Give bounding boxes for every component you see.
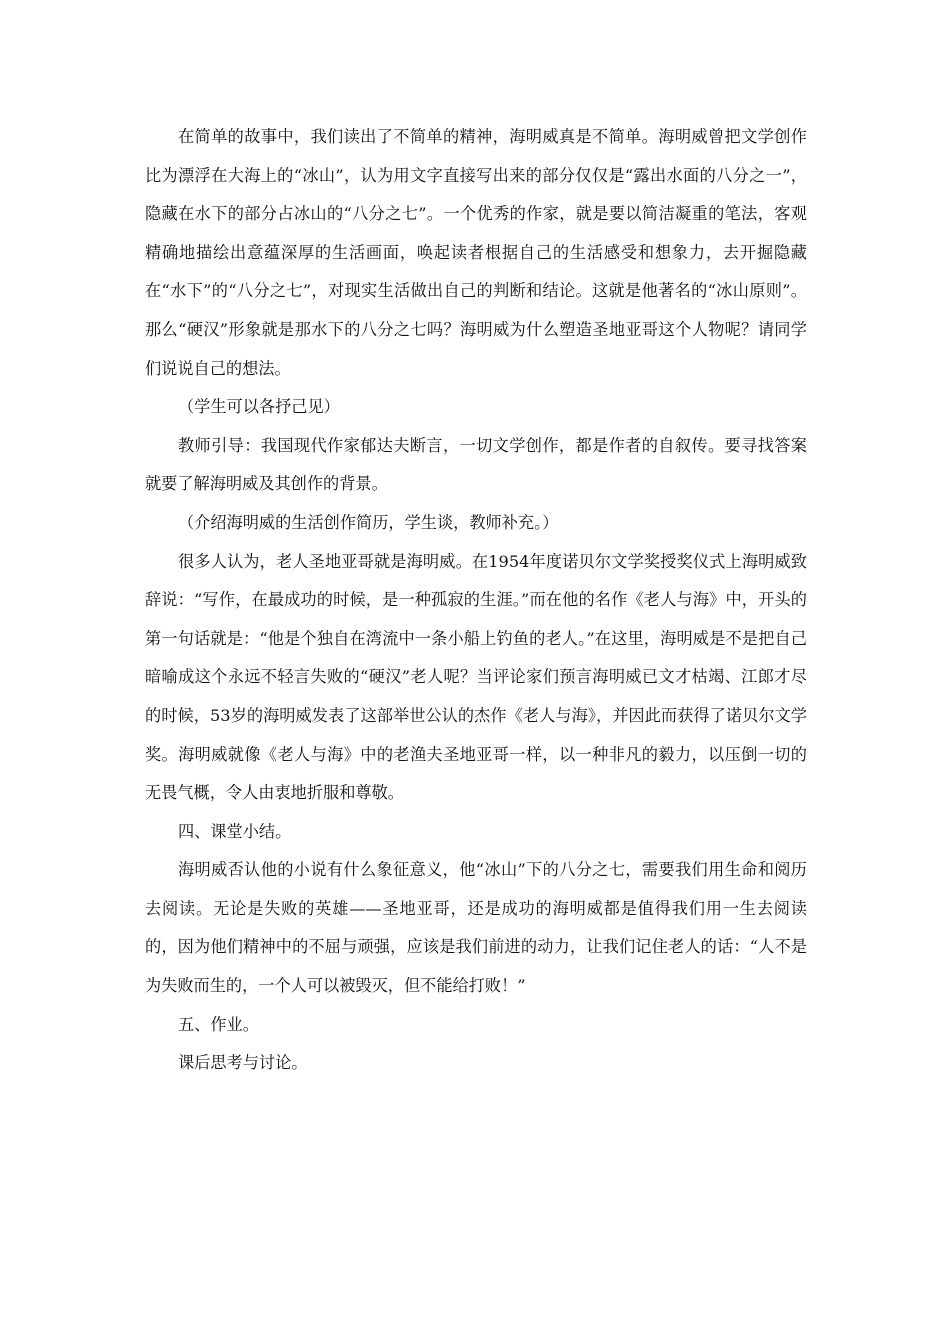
paragraph-summary: 海明威否认他的小说有什么象征意义，他“冰山”下的八分之七，需要我们用生命和阅历去阅读。无论是失败的英雄——圣地亚哥，还是成功的海明威都是值得我们用一生去阅读的，因为他们精神中的不屈与顽强，应该是我们前进的动力，让我们记住老人的话：“人不是为失败而生的，一个人可以被毁灭，但不能给打败！” [145, 860, 807, 996]
paragraph-iceberg-theory: 在简单的故事中，我们读出了不简单的精神，海明威真是不简单。海明威曾把文学创作比为漂浮在大海上的“冰山”，认为用文字直接写出来的部分仅仅是“露出水面的八分之一”，隐藏在水下的部分占冰山的“八分之七”。一个优秀的作家，就是要以简洁凝重的笔法，客观精确地描绘出意蕴深厚的生活画面，唤起读者根据自己的生活感受和想象力，去开掘隐藏在“水下”的“八分之七”，对现实生活做出自己的判断和结论。这就是他著名的“冰山原则”。那么“硬汉”形象就是那水下的八分之七吗？海明威为什么塑造圣地亚哥这个人物呢？请同学们说说自己的想法。 [145, 127, 807, 378]
paragraph-hemingway-santiago: 很多人认为，老人圣地亚哥就是海明威。在1954年度诺贝尔文学奖授奖仪式上海明威致辞说：“写作，在最成功的时候，是一种孤寂的生涯。”而在他的名作《老人与海》中，开头的第一句话就是：“他是个独自在湾流中一条小船上钓鱼的老人。”在这里，海明威是不是把自己暗喻成这个永远不轻言失败的“硬汉”老人呢？当评论家们预言海明威已文才枯竭、江郎才尽的时候，53岁的海明威发表了这部举世公认的杰作《老人与海》，并因此而获得了诺贝尔文学奖。海明威就像《老人与海》中的老渔夫圣地亚哥一样，以一种非凡的毅力，以压倒一切的无畏气概，令人由衷地折服和尊敬。 [145, 551, 807, 803]
document-page [145, 118, 807, 1083]
paragraph-homework: 课后思考与讨论。 [178, 1053, 308, 1073]
paragraph-student-note: （学生可以各抒己见） [178, 397, 340, 417]
section-heading-homework: 五、作业。 [178, 1014, 259, 1034]
paragraph-teacher-guide: 教师引导：我国现代作家郁达夫断言，一切文学创作，都是作者的自叙传。要寻找答案就要了解海明威及其创作的背景。 [145, 435, 807, 494]
paragraph-intro-note: （介绍海明威的生活创作简历，学生谈，教师补充。） [178, 512, 559, 532]
section-heading-summary: 四、课堂小结。 [178, 821, 292, 841]
